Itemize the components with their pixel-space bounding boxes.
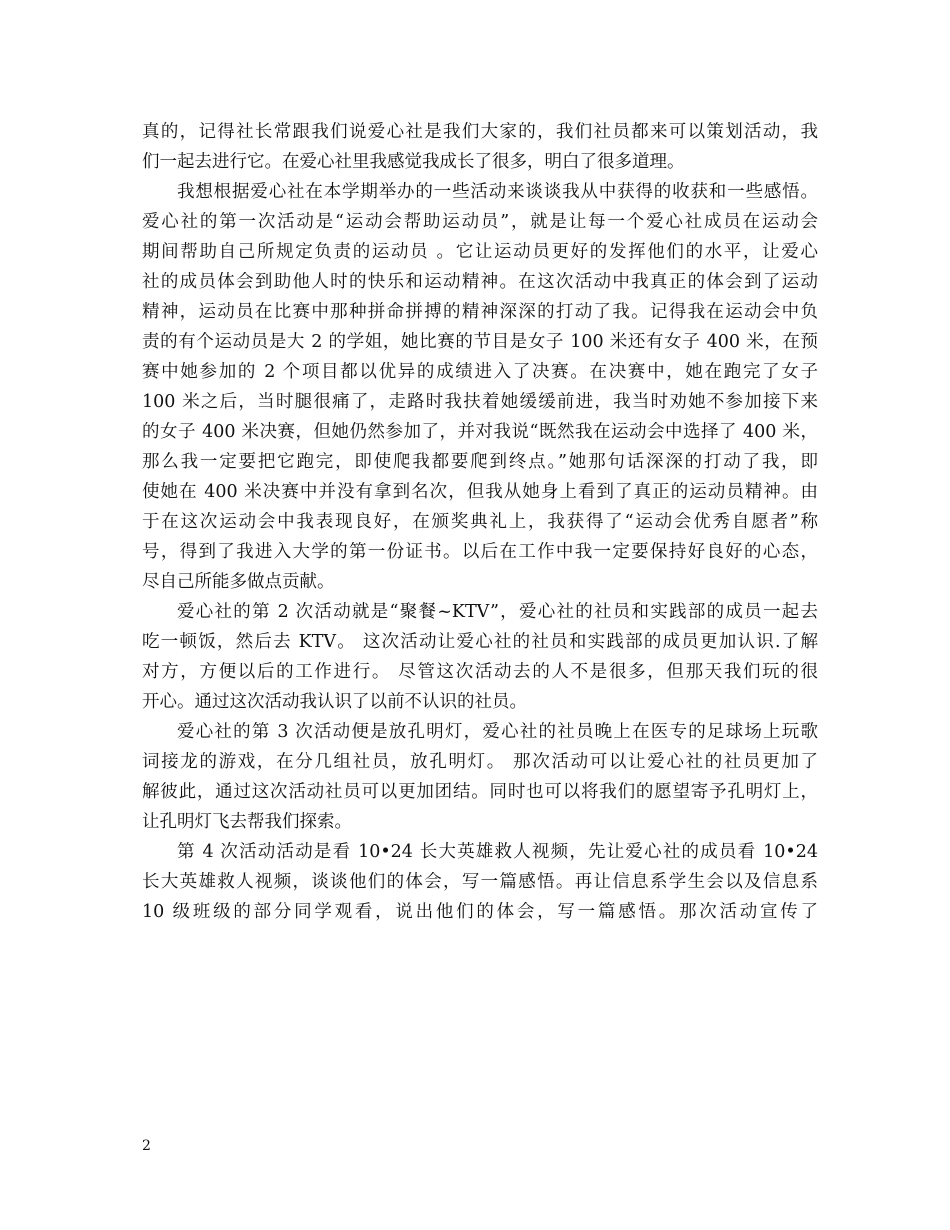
text-line: 爱心社的第一次活动是“运动会帮助运动员”，就是让每一个爱心社成员在运动会 (142, 212, 818, 232)
text-line: 们一起去进行它。在爱心社里我感觉我成长了很多，明白了很多道理。 (142, 152, 685, 172)
text-line: 让孔明灯飞去帮我们探索。 (142, 812, 352, 832)
text-line: 爱心社的第 2 次活动就是“聚餐~KTV”，爱心社的社员和实践部的成员一起去 (177, 602, 818, 622)
text-line: 开心。通过这次活动我认识了以前不认识的社员。 (142, 692, 527, 712)
text-line: 解彼此，通过这次活动社员可以更加团结。同时也可以将我们的愿望寄予孔明灯上， (142, 782, 818, 802)
text-line: 尽自己所能多做点贡献。 (142, 572, 335, 592)
text-line: 对方，方便以后的工作进行。 尽管这次活动去的人不是很多，但那天我们玩的很 (142, 662, 818, 682)
text-line: 于在这次运动会中我表现良好，在颁奖典礼上，我获得了“运动会优秀自愿者”称 (142, 512, 818, 532)
page-number: 2 (142, 1138, 151, 1154)
text-line: 的女子 400 米决赛，但她仍然参加了，并对我说“既然我在运动会中选择了 400 米， (142, 422, 818, 442)
text-line: 吃一顿饭，然后去 KTV。 这次活动让爱心社的社员和实践部的成员更加认识.了解 (142, 632, 818, 652)
text-line: 使她在 400 米决赛中并没有拿到名次，但我从她身上看到了真正的运动员精神。由 (142, 482, 818, 502)
text-line: 第 4 次活动活动是看 10•24 长大英雄救人视频，先让爱心社的成员看 10•24 (177, 842, 818, 862)
text-line: 期间帮助自己所规定负责的运动员 。它让运动员更好的发挥他们的水平，让爱心 (142, 242, 818, 262)
text-line: 长大英雄救人视频，谈谈他们的体会，写一篇感悟。再让信息系学生会以及信息系 (142, 872, 818, 892)
text-line: 号，得到了我进入大学的第一份证书。以后在工作中我一定要保持好良好的心态， (142, 542, 818, 562)
body-text (142, 117, 818, 927)
text-line: 真的，记得社长常跟我们说爱心社是我们大家的，我们社员都来可以策划活动，我 (142, 122, 818, 142)
text-line: 精神，运动员在比赛中那种拼命拼搏的精神深深的打动了我。记得我在运动会中负 (142, 302, 818, 322)
text-line: 我想根据爱心社在本学期举办的一些活动来谈谈我从中获得的收获和一些感悟。 (177, 182, 818, 202)
text-line: 10 级班级的部分同学观看，说出他们的体会，写一篇感悟。那次活动宣传了 (142, 902, 818, 922)
text-line: 那么我一定要把它跑完，即使爬我都要爬到终点。”她那句话深深的打动了我，即 (142, 452, 818, 472)
text-line: 责的有个运动员是大 2 的学姐，她比赛的节目是女子 100 米还有女子 400 米，在预 (142, 332, 818, 352)
text-line: 社的成员体会到助他人时的快乐和运动精神。在这次活动中我真正的体会到了运动 (142, 272, 818, 292)
text-line: 100 米之后，当时腿很痛了，走路时我扶着她缓缓前进，我当时劝她不参加接下来 (142, 392, 818, 412)
text-line: 词接龙的游戏，在分几组社员，放孔明灯。 那次活动可以让爱心社的社员更加了 (142, 752, 818, 772)
text-line: 赛中她参加的 2 个项目都以优异的成绩进入了决赛。在决赛中，她在跑完了女子 (142, 362, 818, 382)
text-line: 爱心社的第 3 次活动便是放孔明灯，爱心社的社员晚上在医专的足球场上玩歌 (177, 722, 818, 742)
